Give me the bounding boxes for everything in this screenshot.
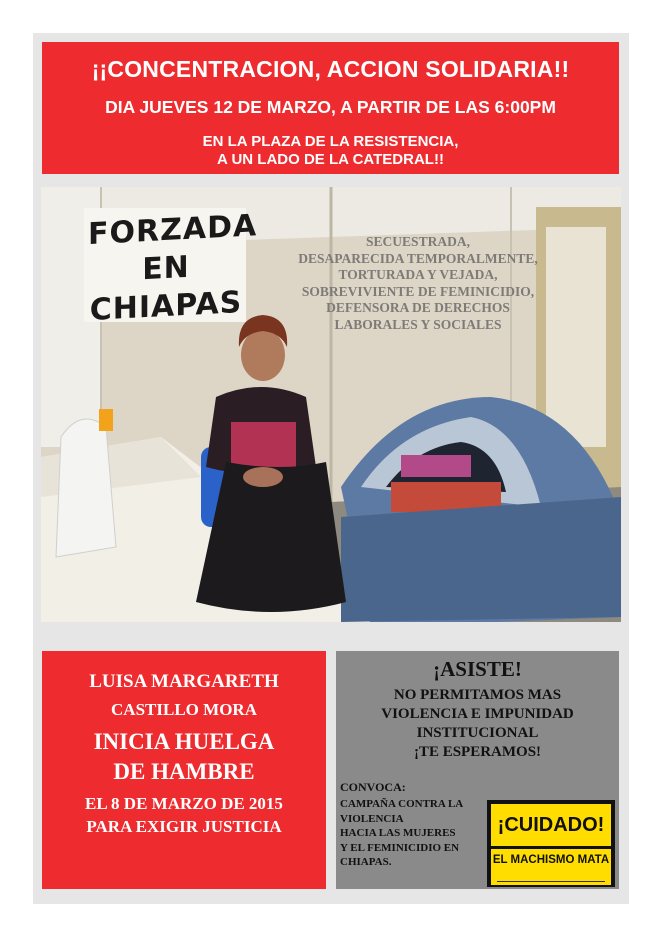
banner-date: DIA JUEVES 12 DE MARZO, A PARTIR DE LAS 6:00PM — [105, 97, 556, 117]
organizer-line: Y EL FEMINICIDIO EN — [340, 841, 460, 854]
photo-caption — [268, 234, 568, 333]
assist-message — [336, 686, 619, 762]
strike-headline — [42, 727, 326, 787]
sign-line1: FORZADA — [88, 208, 258, 253]
person-first-name: LUISA MARGARETH — [89, 671, 279, 692]
logo-bottom-text: EL MACHISMO MATA — [491, 849, 611, 879]
banner-place-line1: EN LA PLAZA DE LA RESISTENCIA, — [202, 133, 459, 150]
sign-text — [88, 208, 258, 330]
reason-line2: PARA EXIGIR JUSTICIA — [86, 817, 282, 836]
caption-line: SECUESTRADA, — [366, 234, 470, 249]
person-last-name: CASTILLO MORA — [111, 700, 257, 719]
cuidado-logo — [487, 800, 615, 887]
convoca-label: CONVOCA: — [340, 780, 406, 794]
hunger-strike-box — [42, 651, 326, 889]
sign-line3: CHIAPAS — [89, 285, 243, 328]
message-line: ¡TE ESPERAMOS! — [413, 744, 542, 760]
organizer-line: CAMPAÑA CONTRA LA — [340, 798, 464, 810]
caption-line: LABORALES Y SOCIALES — [334, 316, 502, 332]
organizer-line: HACIA LAS MUJERES — [340, 827, 456, 839]
caption-line: TORTURADA Y VEJADA, — [338, 267, 498, 282]
logo-fine-print — [491, 879, 611, 885]
sign-line2: EN — [142, 249, 190, 288]
headline-line2: DE HAMBRE — [113, 759, 255, 784]
organizer-line: CHIAPAS. — [340, 856, 392, 868]
headline-line1: INICIA HUELGA — [93, 729, 275, 754]
message-line: NO PERMITAMOS MAS — [393, 687, 562, 703]
message-line: VIOLENCIA E IMPUNIDAD — [381, 706, 574, 722]
strike-reason — [42, 792, 326, 838]
caption-line: SOBREVIVIENTE DE FEMINICIDIO, — [301, 283, 535, 299]
assist-title: ¡ASISTE! — [433, 657, 522, 681]
banner-title: ¡¡CONCENTRACION, ACCION SOLIDARIA!! — [91, 56, 570, 82]
banner-place-line2: A UN LADO DE LA CATEDRAL!! — [217, 151, 444, 168]
caption-line: DESAPARECIDA TEMPORALMENTE, — [298, 250, 538, 266]
convoca-organizer — [340, 797, 490, 870]
caption-line: DEFENSORA DE DERECHOS — [326, 300, 510, 315]
top-banner — [42, 42, 619, 174]
reason-line1: EL 8 DE MARZO DE 2015 — [85, 794, 283, 813]
message-line: INSTITUCIONAL — [416, 725, 539, 741]
organizer-line: VIOLENCIA — [340, 812, 404, 825]
logo-top-text: ¡CUIDADO! — [491, 804, 611, 846]
banner-place — [42, 133, 619, 169]
